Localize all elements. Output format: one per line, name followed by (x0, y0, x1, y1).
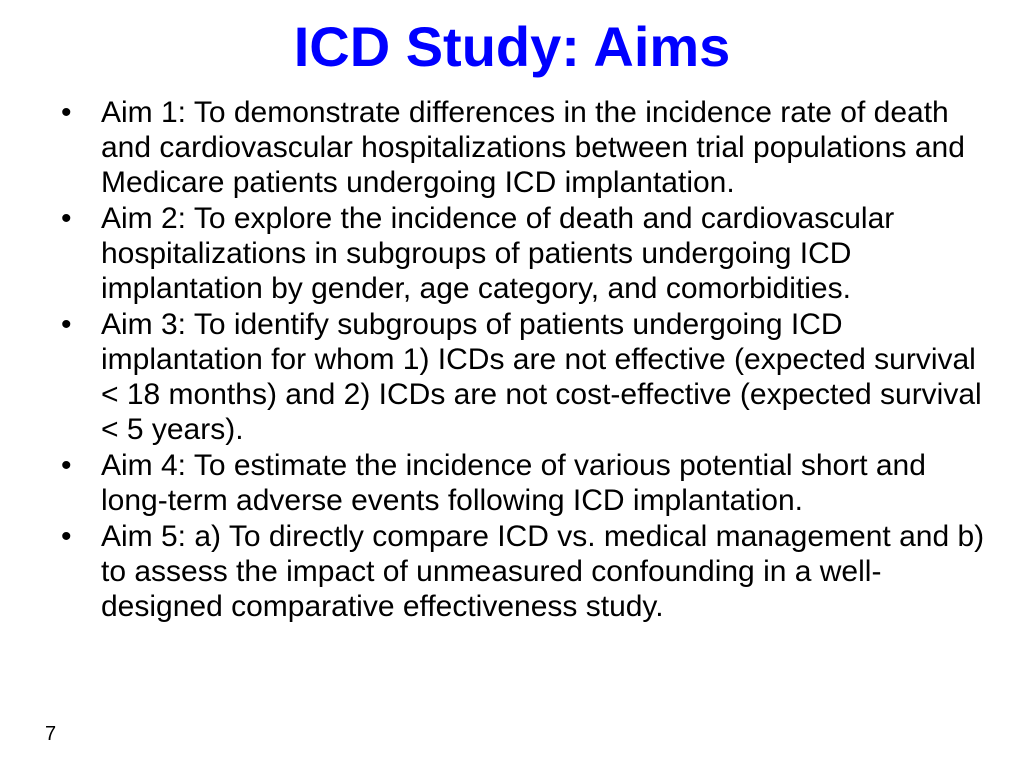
aims-bullet-list (55, 95, 985, 625)
aim-1-text: Aim 1: To demonstrate differences in the incidence rate of death and cardiovascular hospitalizations between trial populations and Medicare patients undergoing ICD implantation. (101, 96, 965, 199)
page-number: 7 (45, 723, 57, 745)
aim-3-item (55, 307, 985, 447)
aim-5-text: Aim 5: a) To directly compare ICD vs. medical management and b) to assess the impact of unmeasured confounding in a well-designed comparative effectiveness study. (101, 520, 985, 623)
aim-4-item (55, 448, 985, 518)
aim-1-item (55, 95, 985, 200)
bullet-icon: • (61, 202, 72, 235)
aim-3-text: Aim 3: To identify subgroups of patients undergoing ICD implantation for whom 1) ICDs are not effective (expected survival < 18 months) and 2) ICDs are not cost-effective (expected survival < 5 years). (101, 308, 982, 446)
aim-2-text: Aim 2: To explore the incidence of death and cardiovascular hospitalizations in subgroups of patients undergoing ICD implantation by gender, age category, and comorbidities. (101, 202, 895, 305)
slide-title: ICD Study: Aims (293, 15, 731, 78)
bullet-icon: • (61, 449, 72, 482)
aim-2-item (55, 201, 985, 306)
bullet-icon: • (61, 308, 72, 341)
aim-4-text: Aim 4: To estimate the incidence of various potential short and long-term adverse events following ICD implantation. (101, 449, 926, 517)
bullet-icon: • (61, 520, 72, 553)
aim-5-item (55, 519, 985, 624)
bullet-icon: • (61, 96, 72, 129)
